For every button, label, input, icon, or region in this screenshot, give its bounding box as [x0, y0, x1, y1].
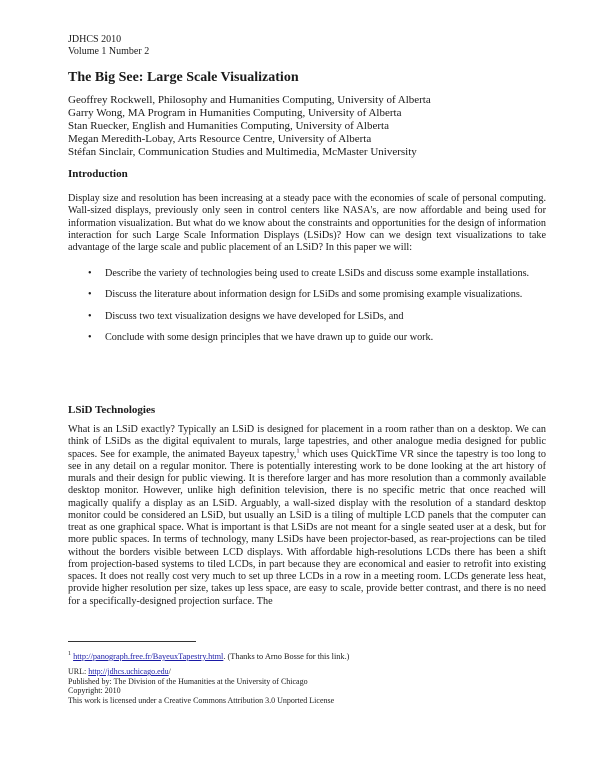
author-line: Stéfan Sinclair, Communication Studies and Multimedia, McMaster University: [68, 146, 417, 158]
footnote-text: . (Thanks to Arno Bosse for this link.): [223, 651, 350, 661]
footer-url-label: URL:: [68, 667, 89, 676]
journal-volume: Volume 1 Number 2: [68, 46, 150, 57]
objectives-list: [88, 268, 533, 353]
list-item-text: Discuss the literature about information design for LSiDs and some promising example visualizations.: [105, 289, 523, 301]
footer-url-link[interactable]: http://jdhcs.uchicago.edu: [88, 667, 169, 676]
footnote-number: 1: [68, 651, 71, 657]
author-line: Stan Ruecker, English and Humanities Computing, University of Alberta: [68, 120, 389, 132]
author-list: [68, 94, 431, 159]
paragraph-text: which uses QuickTime VR since the tapestry is too long to see in any detail on a regular monitor. There is potentially interesting work to be done looking at the art history of murals and their design for public viewing. It is therefore larger and has more resolution than a commonly available desktop monitor. However, unlike high definition television, there is no specific metric that once reached will magically qualify a display as an LSiD. Arguably, a wall-sized display with the resolution of a standard desktop monitor could be considered an LSiD, but usually an LSiD is a tiling of multiple LCD panels that the computer can treat as one graphical space. What is important is that LSiDs are not meant for a single seated user at a desk, but for more public spaces. In terms of technology, many LSiDs have been projector-based, as rear-projections can be tiled without the borders visible between LCD displays. With affordable high-resolutions LCDs there has been a shift from projection-based systems to tiled LCDs, in part because they are economical and easier to retrofit into existing spaces. It does not really cost very much to set up three LCDs in a row in a meeting room. LCDs generate less heat, provide higher resolution per size, takes up less space, are easy to scale, provide better contrast, and there is no need for a specifically-designed projection surface. The: [68, 448, 546, 607]
paper-title: The Big See: Large Scale Visualization: [68, 70, 299, 85]
list-item: [88, 289, 533, 301]
author-line: Megan Meredith-Lobay, Arts Resource Centre, University of Alberta: [68, 133, 372, 145]
footer-license: This work is licensed under a Creative Commons Attribution 3.0 Unported License: [68, 695, 335, 705]
author-line: Geoffrey Rockwell, Philosophy and Humanities Computing, University of Alberta: [68, 94, 431, 106]
bullet-icon: •: [88, 289, 92, 301]
technologies-paragraph: [68, 424, 546, 608]
bullet-icon: •: [88, 310, 92, 322]
footer-copyright: Copyright: 2010: [68, 686, 121, 696]
list-item: [88, 311, 533, 323]
list-item-text: Describe the variety of technologies being used to create LSiDs and discuss some example installations.: [105, 268, 530, 279]
list-item-text: Discuss two text visualization designs we have developed for LSiDs, and: [105, 310, 404, 322]
page-footer: [68, 667, 334, 705]
footer-publisher: Published by: The Division of the Humanities at the University of Chicago: [68, 676, 308, 686]
journal-name: JDHCS 2010: [68, 34, 122, 45]
list-item-text: Conclude with some design principles that we have drawn up to guide our work.: [105, 331, 434, 343]
bullet-icon: •: [88, 268, 92, 279]
footer-url-suffix: /: [168, 667, 171, 676]
introduction-heading: Introduction: [68, 168, 128, 180]
footnote-link[interactable]: http://panograph.free.fr/BayeuxTapestry.html: [73, 651, 224, 661]
list-item: [88, 332, 533, 344]
footnote: [68, 649, 349, 662]
footer-url-line: [68, 667, 334, 677]
bullet-icon: •: [88, 331, 92, 343]
introduction-paragraph: Display size and resolution has been increasing at a steady pace with the economies of scale of personal computing. Wall-sized displays, previously only seen in control centers like NASA's, are now affordable and being used for information visualization. But what do we know about the constraints and opportunities for the design of information interaction for such Large Scale Information Displays (LSiDs)? How can we design text visualizations to take advantage of the large scale and public placement of an LSiD? In this paper we will:: [68, 193, 546, 253]
footnote-marker[interactable]: 1: [296, 447, 300, 455]
technologies-heading: LSiD Technologies: [68, 404, 156, 416]
author-line: Garry Wong, MA Program in Humanities Computing, University of Alberta: [68, 107, 402, 119]
paragraph-text: What is an LSiD exactly? Typically an LSiD is designed for placement in a room rather than on a desktop. We can think of LSiDs as the digital equivalent to murals, large tapestries, and other analogue media designed for public spaces. See for example, the animated Bayeux tapestry,: [68, 424, 546, 460]
list-item: [88, 268, 533, 280]
footnote-divider: [68, 641, 196, 642]
journal-header: [68, 34, 149, 58]
